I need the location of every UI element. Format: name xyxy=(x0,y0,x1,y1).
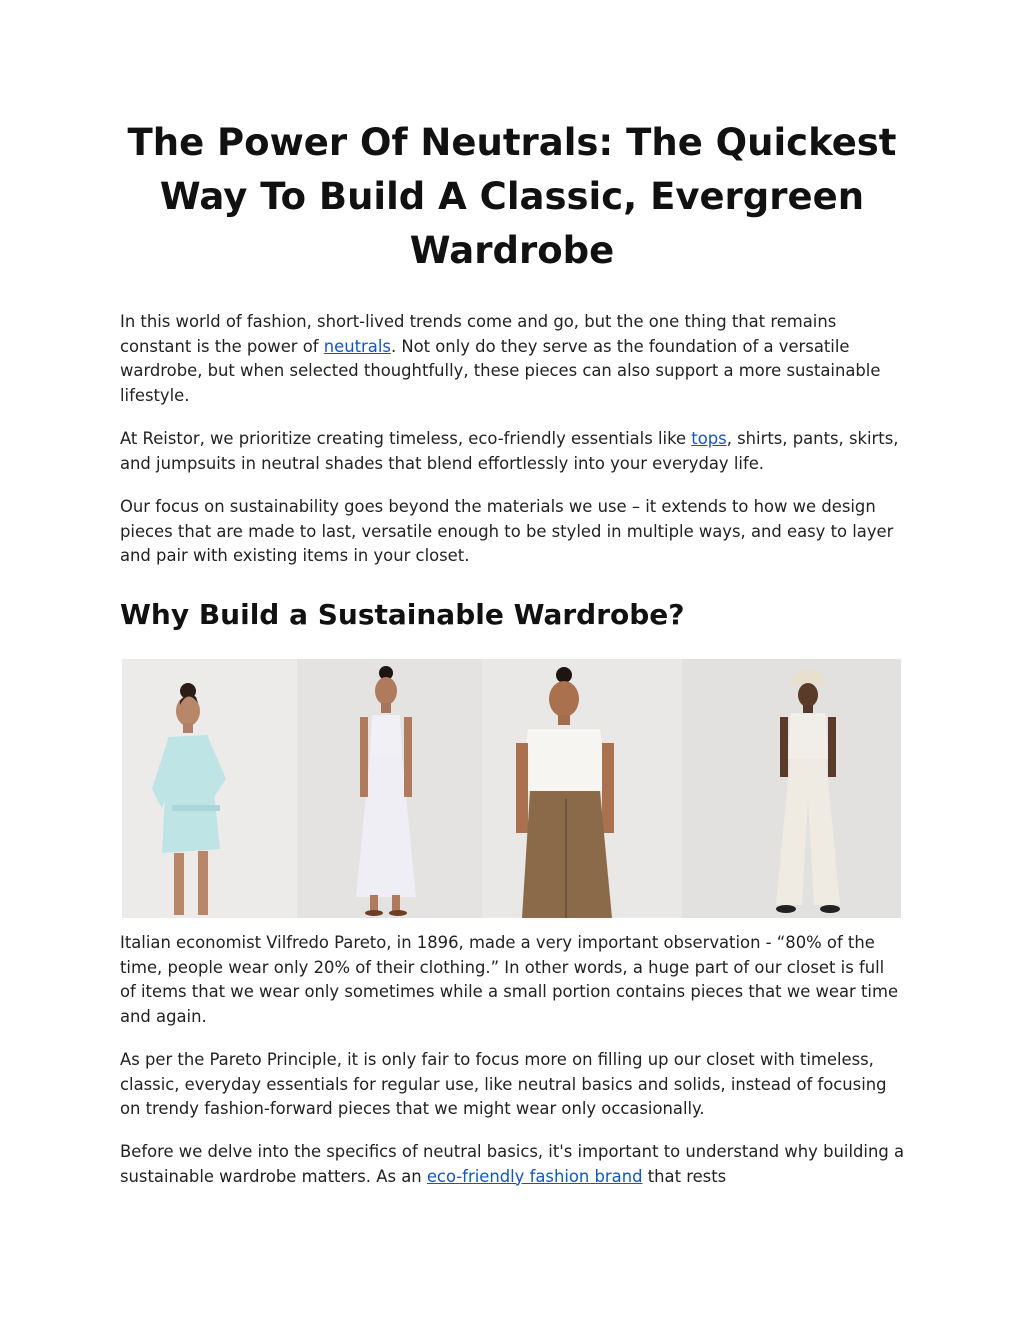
intro-text-start: In this world of fashion, short-lived trends come and go, but the one thing that remains constant is the power of xyxy=(120,312,837,356)
intro-text-end: . Not only do they serve as the foundation of a versatile wardrobe, but when selected thoughtfully, these pieces can also support a more sustainable lifestyle. xyxy=(120,336,881,405)
before-text-end: that rests xyxy=(642,1166,727,1186)
neutrals-link[interactable]: neutrals xyxy=(323,336,391,356)
before-paragraph xyxy=(120,1140,904,1189)
tops-link[interactable]: tops xyxy=(691,429,727,448)
focus-paragraph: Our focus on sustainability goes beyond the materials we use – it extends to how we design pieces that are made to last, versatile enough to be styled in multiple ways, and easy to layer and pair with existing items in your closet. xyxy=(120,497,894,566)
before-text-start: Before we delve into the specifics of neutral basics, it's important to understand why building a sustainable wardrobe matters. As an xyxy=(120,1142,904,1186)
reistor-paragraph xyxy=(120,427,904,476)
models-illustration xyxy=(122,659,901,918)
reistor-text-end: , shirts, pants, skirts, and jumpsuits in neutral shades that blend effortlessly into your everyday life. xyxy=(120,429,899,473)
models-photo xyxy=(122,659,901,918)
intro-paragraph xyxy=(120,310,904,408)
reistor-text-start: At Reistor, we prioritize creating timeless, eco-friendly essentials like xyxy=(120,429,692,448)
section-heading: Why Build a Sustainable Wardrobe? xyxy=(120,598,685,631)
article-title: The Power Of Neutrals: The Quickest Way To Build A Classic, Evergreen Wardrobe xyxy=(127,121,897,272)
principle-paragraph: As per the Pareto Principle, it is only fair to focus more on filling up our closet with timeless, classic, everyday essentials for regular use, like neutral basics and solids, instead of focusing on trendy fashion-forward pieces that we might wear only occasionally. xyxy=(120,1050,887,1119)
eco-friendly-brand-link[interactable]: eco-friendly fashion brand xyxy=(426,1166,643,1186)
pareto-paragraph: Italian economist Vilfredo Pareto, in 1896, made a very important observation - “80% of the time, people wear only 20% of their clothing.” In other words, a huge part of our closet is full of items that we wear only sometimes while a small portion contains pieces that we wear time and again. xyxy=(120,933,899,1026)
